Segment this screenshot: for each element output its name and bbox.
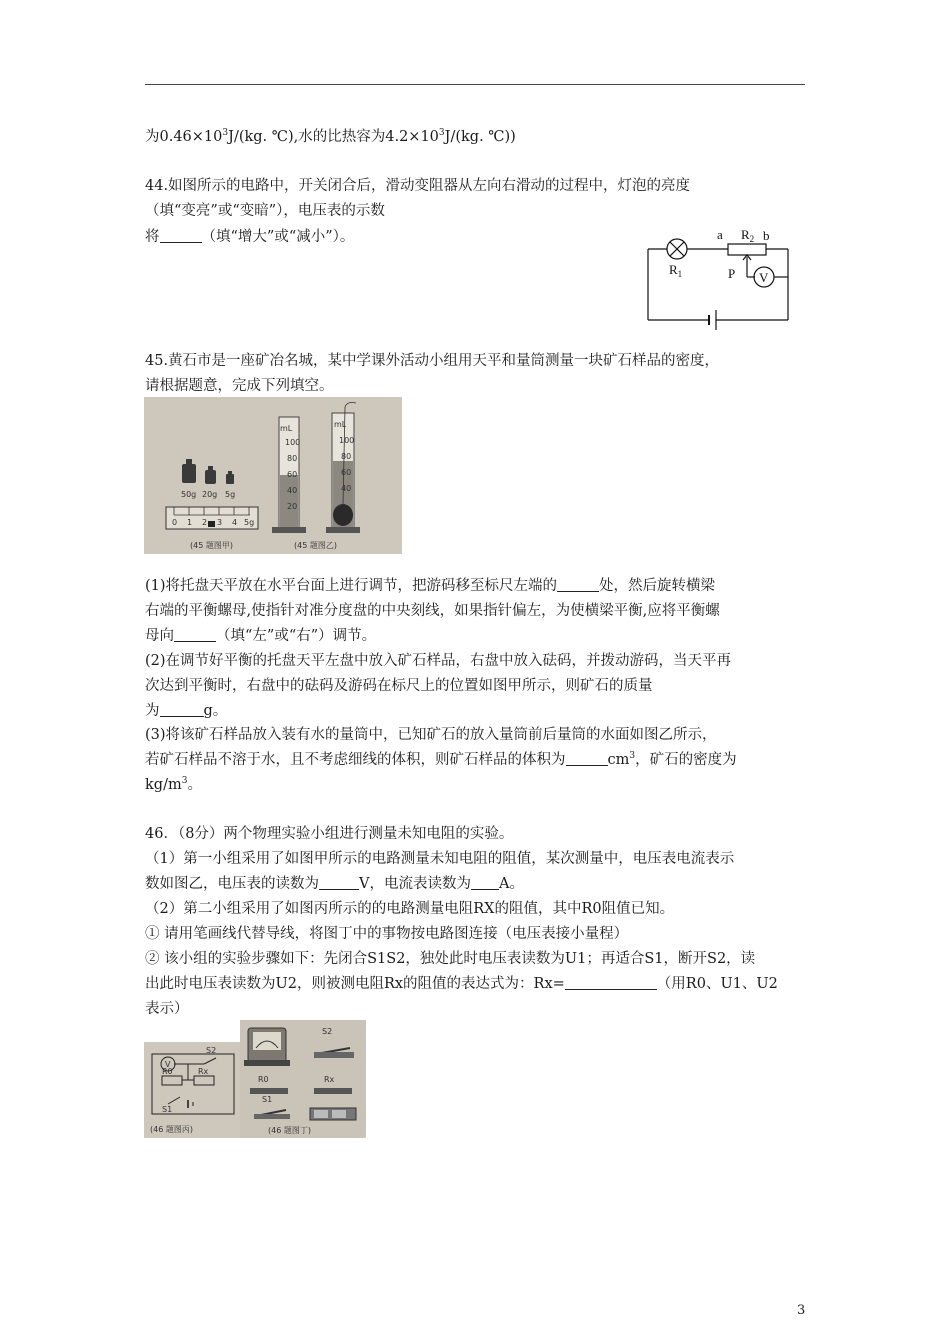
q46-figure-d-photo <box>240 1020 366 1138</box>
q46-p2-line-4: 出此时电压表读数为U2，则被测电阻Rx的阻值的表达式为：Rx= （用R0、U1、U2 <box>145 976 778 992</box>
header-rule <box>145 84 805 85</box>
q44-line-1: 44.如图所示的电路中，开关闭合后，滑动变阻器从左向右滑动的过程中，灯泡的亮度 <box>145 178 691 194</box>
q46-p2-line-5: 表示） <box>145 1001 189 1017</box>
voltmeter-label: V <box>759 270 769 285</box>
scale-3: 3 <box>217 518 223 527</box>
q45-p3-line-1: (3)将该矿石样品放入装有水的量筒中，已知矿石的放入量筒前后量筒的水面如图乙所示， <box>145 727 717 743</box>
weight-50g: 50g <box>181 490 197 499</box>
q44-line-2: （填“变亮”或“变暗”），电压表的示数 <box>145 203 385 219</box>
scale-5g: 5g <box>244 518 255 527</box>
svg-text:100: 100 <box>339 436 355 445</box>
caption-45-b: (45 题图乙) <box>294 541 337 550</box>
q45-p2-line-3: 为 g。 <box>145 703 228 719</box>
q44-circuit-diagram <box>640 222 800 334</box>
label-p: P <box>728 266 736 281</box>
caption-46-c: (46 题图丙) <box>150 1125 193 1134</box>
weight-5g: 5g <box>225 490 236 499</box>
scale-1: 1 <box>187 518 193 527</box>
label-r2: $R_2$ <box>741 227 755 244</box>
q46-p1-line-1: （1）第一小组采用了如图甲所示的电路测量未知电阻的阻值，某次测量中，电压表电流表示 <box>145 851 735 867</box>
answer-blank[interactable] <box>557 577 599 592</box>
q45-p2-line-1: (2)在调节好平衡的托盘天平左盘中放入矿石样品，右盘中放入砝码，并拨动游码，当天平再 <box>145 653 732 669</box>
label-b: b <box>763 228 770 243</box>
q45-p3-line-2: 若矿石样品不溶于水，且不考虑细线的体积，则矿石样品的体积为 $cm^3$，矿石的密度为 <box>145 751 737 768</box>
q46-figure-c-photo <box>144 1042 240 1138</box>
svg-text:V: V <box>165 1060 171 1069</box>
q45-line-1: 45.黄石市是一座矿冶名城，某中学课外活动小组用天平和量筒测量一块矿石样品的密度， <box>145 353 720 369</box>
header-note: 为$0.46\times 10^3J/(kg$. ℃),水的比热容为$4.2\times 10^3J/(kg$. ℃)) <box>145 128 516 145</box>
svg-text:S1: S1 <box>262 1095 273 1104</box>
q46-line-1: 46．（8分）两个物理实验小组进行测量未知电阻的实验。 <box>145 826 514 842</box>
scale-2: 2 <box>202 518 208 527</box>
q45-p3-line-3: $kg/m^3$。 <box>145 776 202 793</box>
answer-blank[interactable] <box>160 228 202 243</box>
svg-text:80: 80 <box>341 452 352 461</box>
svg-text:60: 60 <box>341 468 352 477</box>
q46-p2-line-1: （2）第二小组采用了如图丙所示的的电路测量电阻RX的阻值，其中R0阻值已知。 <box>145 901 675 917</box>
q45-figure-photo <box>144 397 402 554</box>
label-a: a <box>717 227 723 242</box>
q45-p1-line-2: 右端的平衡螺母,使指针对准分度盘的中央刻线，如果指针偏左，为使横梁平衡,应将平衡螺 <box>145 603 720 619</box>
q45-line-2: 请根据题意，完成下列填空。 <box>145 378 334 394</box>
svg-text:40: 40 <box>341 484 352 493</box>
page-number: 3 <box>797 1303 806 1318</box>
svg-text:Rx: Rx <box>324 1075 335 1084</box>
scale-0: 0 <box>172 518 178 527</box>
q45-p1-line-3: 母向 （填“左”或“右”）调节。 <box>145 628 377 644</box>
svg-text:60: 60 <box>287 470 298 479</box>
svg-text:Rx: Rx <box>198 1067 209 1076</box>
caption-45-a: (45 题图甲) <box>190 541 233 550</box>
svg-text:S1: S1 <box>162 1105 173 1114</box>
q45-p1-line-1: (1)将托盘天平放在水平台面上进行调节，把游码移至标尺左端的 处，然后旋转横梁 <box>145 578 716 594</box>
q46-p2-line-2: ① 请用笔画线代替导线，将图丁中的事物按电路图连接（电压表接小量程） <box>145 926 629 942</box>
answer-blank[interactable] <box>565 975 657 990</box>
q45-p2-line-2: 次达到平衡时，右盘中的砝码及游码在标尺上的位置如图甲所示，则矿石的质量 <box>145 678 653 694</box>
weight-20g: 20g <box>202 490 218 499</box>
answer-blank[interactable] <box>160 702 204 717</box>
label-r1: $R_1$ <box>669 262 683 279</box>
answer-blank[interactable] <box>566 751 608 766</box>
scale-4: 4 <box>232 518 238 527</box>
svg-text:R0: R0 <box>258 1075 269 1084</box>
cyl1-ml: mL <box>280 424 293 433</box>
caption-46-d: (46 题图丁) <box>268 1126 311 1135</box>
svg-text:R0: R0 <box>162 1067 173 1076</box>
svg-text:20: 20 <box>287 502 298 511</box>
cyl2-ml: mL <box>334 420 347 429</box>
answer-blank[interactable] <box>471 875 499 890</box>
svg-text:100: 100 <box>285 438 301 447</box>
svg-text:40: 40 <box>287 486 298 495</box>
q44-line-3: 将 （填“增大”或“减小”）。 <box>145 229 355 245</box>
svg-text:S2: S2 <box>322 1027 333 1036</box>
q46-p2-line-3: ② 该小组的实验步骤如下：先闭合S1S2，独处此时电压表读数为U1；再适合S1，断开S2，读 <box>145 951 756 967</box>
svg-text:S2: S2 <box>206 1046 217 1055</box>
q46-p1-line-2: 数如图乙，电压表的读数为 V，电流表读数为 A。 <box>145 876 524 892</box>
answer-blank[interactable] <box>319 875 359 890</box>
svg-text:80: 80 <box>287 454 298 463</box>
answer-blank[interactable] <box>174 627 216 642</box>
